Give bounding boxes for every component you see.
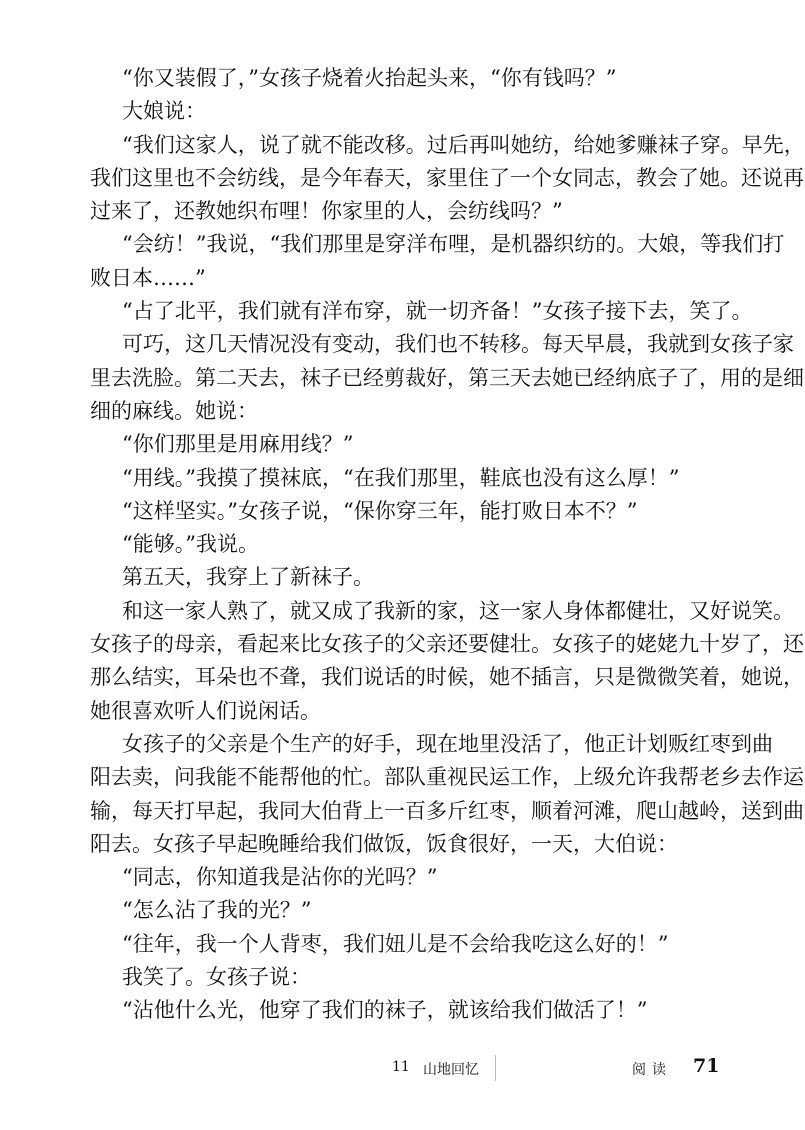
text-line: “往年，我一个人背枣，我们妞儿是不会给我吃这么好的！”: [122, 931, 669, 956]
text-line: “占了北平，我们就有洋布穿，就一切齐备！”女孩子接下去，笑了。: [122, 299, 753, 324]
paragraph: [90, 129, 805, 229]
text-line: 过来了，还教她织布哩！你家里的人，会纺线吗？”: [90, 199, 563, 224]
body-text: [90, 62, 805, 1028]
paragraph: [90, 728, 804, 861]
paragraph: [90, 62, 716, 95]
text-line: “用线。”我摸了摸袜底，“在我们那里，鞋底也没有这么厚！”: [122, 465, 680, 490]
text-line: 女孩子的父亲是个生产的好手，现在地里没活了，他正计划贩红枣到曲: [122, 731, 773, 756]
footer-divider: [495, 1055, 496, 1081]
text-line: 女孩子的母亲，看起来比女孩子的父亲还要健壮。女孩子的姥姥九十岁了，还: [90, 632, 804, 657]
paragraph: [90, 928, 716, 961]
text-line: 第五天，我穿上了新袜子。: [122, 565, 374, 590]
text-line: 我们这里也不会纺线，是今年春天，家里住了一个女同志，教会了她。还说再: [90, 165, 804, 190]
text-line: 大娘说：: [122, 99, 206, 124]
paragraph: [90, 894, 716, 927]
text-line: 可巧，这几天情况没有变动，我们也不转移。每天早晨，我就到女孩子家: [122, 332, 794, 357]
paragraph: [90, 961, 716, 994]
paragraph: [90, 561, 716, 594]
text-line: “你们那里是用麻用线？”: [122, 432, 354, 457]
text-line: “这样坚实。”女孩子说，“保你穿三年，能打败日本不？”: [122, 498, 638, 523]
paragraph: [90, 462, 716, 495]
paragraph: [90, 295, 753, 328]
paragraph: [90, 495, 716, 528]
chapter-number: 11: [392, 1059, 410, 1075]
paragraph: [90, 595, 804, 728]
text-line: 败日本……”: [90, 265, 206, 290]
text-line: “你又装假了，”女孩子烧着火抬起头来，“你有钱吗？”: [122, 66, 617, 90]
page-footer: [0, 1055, 800, 1085]
text-line: “同志，你知道我是沾你的光吗？”: [122, 865, 438, 890]
paragraph: [90, 428, 716, 461]
paragraph: [90, 228, 785, 295]
text-line: “沾他什么光，他穿了我们的袜子，就该给我们做活了！”: [122, 998, 648, 1023]
chapter-title: 山地回忆: [423, 1062, 479, 1078]
paragraph: [90, 528, 716, 561]
text-line: 和这一家人熟了，就又成了我新的家，这一家人身体都健壮，又好说笑。: [122, 598, 794, 623]
text-line: 里去洗脸。第二天去，袜子已经剪裁好，第三天去她已经纳底子了，用的是细: [90, 365, 804, 390]
section-label: 阅读: [632, 1062, 672, 1078]
text-line: “会纺！”我说，“我们那里是穿洋布哩，是机器织纺的。大娘，等我们打: [122, 232, 785, 257]
paragraph: [90, 328, 804, 428]
text-line: 细的麻线。她说：: [90, 398, 258, 423]
paragraph: [90, 994, 716, 1027]
text-line: “怎么沾了我的光？”: [122, 898, 312, 923]
text-line: 阳去卖，问我能不能帮他的忙。部队重视民运工作，上级允许我帮老乡去作运: [90, 765, 804, 790]
text-line: “能够。”我说。: [122, 532, 259, 557]
paragraph: [90, 95, 716, 128]
text-line: 那么结实，耳朵也不聋，我们说话的时候，她不插言，只是微微笑着，她说，: [90, 665, 804, 690]
text-line: 她很喜欢听人们说闲话。: [90, 698, 321, 723]
text-line: “我们这家人，说了就不能改移。过后再叫她纺，给她爹赚袜子穿。早先，: [122, 132, 805, 157]
paragraph: [90, 861, 716, 894]
text-line: 我笑了。女孩子说：: [122, 965, 311, 990]
page-number: 71: [693, 1055, 720, 1077]
text-line: 阳去。女孩子早起晚睡给我们做饭，饭食很好，一天，大伯说：: [90, 831, 678, 856]
text-line: 输，每天打早起，我同大伯背上一百多斤红枣，顺着河滩，爬山越岭，送到曲: [90, 798, 804, 823]
